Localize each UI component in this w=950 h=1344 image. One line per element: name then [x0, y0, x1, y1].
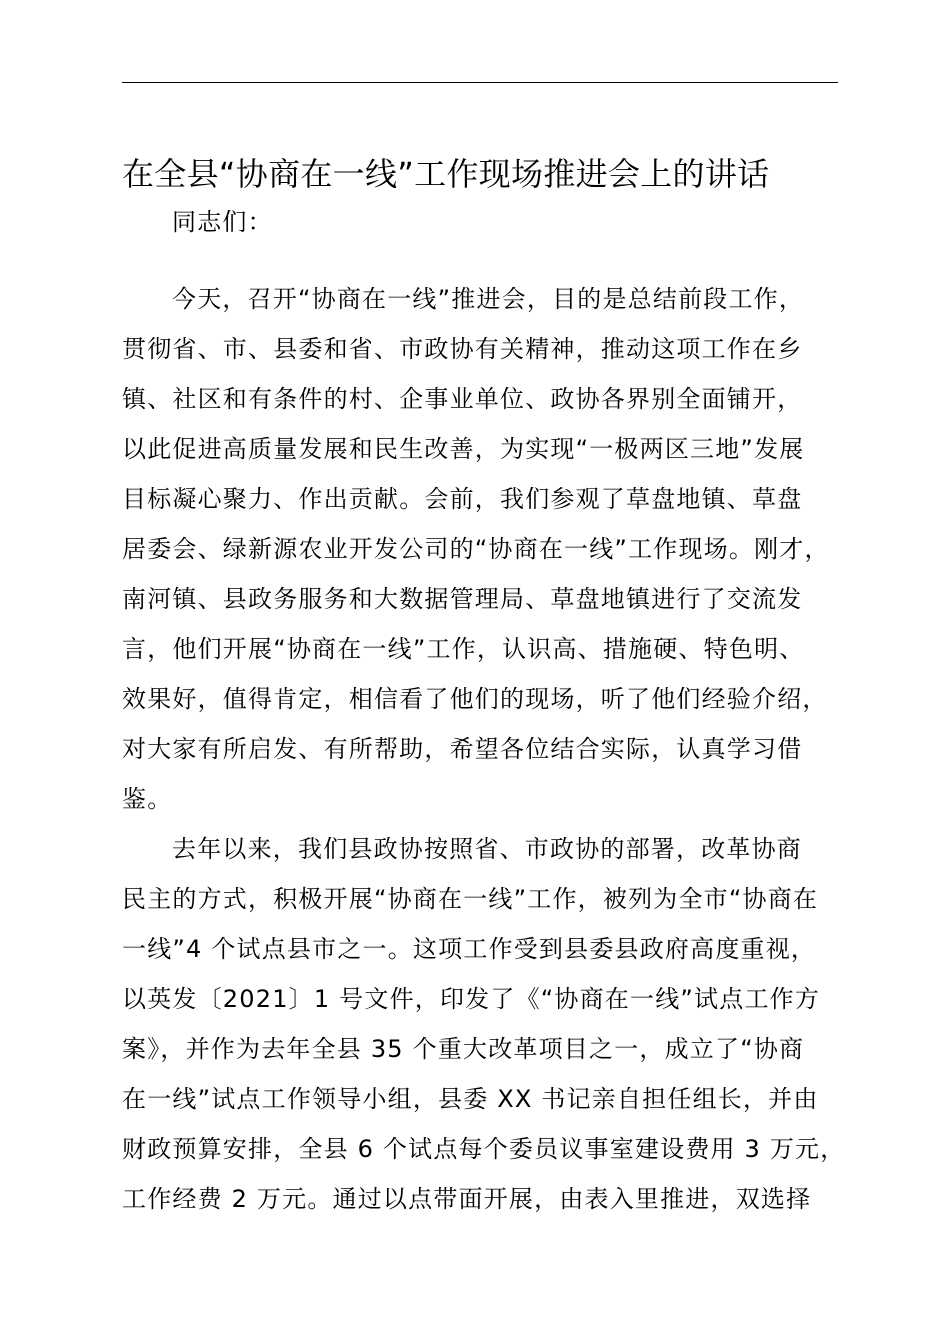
paragraph-line: 镇、社区和有条件的村、企事业单位、政协各界别全面铺开，	[122, 385, 803, 413]
paragraph-line: 以英发〔2021〕1 号文件，印发了《“协商在一线”试点工作方	[122, 985, 821, 1013]
header-rule	[122, 82, 838, 83]
paragraph-line: 民主的方式，积极开展“协商在一线”工作，被列为全市“协商在	[122, 885, 819, 913]
salutation: 同志们：	[172, 208, 273, 236]
paragraph-line: 以此促进高质量发展和民生改善，为实现“一极两区三地”发展	[122, 435, 805, 463]
paragraph-line: 对大家有所启发、有所帮助，希望各位结合实际，认真学习借	[122, 735, 803, 763]
paragraph-line: 南河镇、县政务服务和大数据管理局、草盘地镇进行了交流发	[122, 585, 803, 613]
paragraph-line: 在一线”试点工作领导小组，县委 XX 书记亲自担任组长，并由	[122, 1085, 819, 1113]
paragraph-line: 居委会、绿新源农业开发公司的“协商在一线”工作现场。刚才，	[122, 535, 830, 563]
paragraph-line: 去年以来，我们县政协按照省、市政协的部署，改革协商	[172, 835, 802, 863]
paragraph-line: 今天，召开“协商在一线”推进会，目的是总结前段工作，	[172, 285, 805, 313]
paragraph-line: 贯彻省、市、县委和省、市政协有关精神，推动这项工作在乡	[122, 335, 803, 363]
document-title: 在全县“协商在一线”工作现场推进会上的讲话	[122, 155, 770, 193]
paragraph-line: 言，他们开展“协商在一线”工作，认识高、措施硬、特色明、	[122, 635, 805, 663]
paragraph-line: 目标凝心聚力、作出贡献。会前，我们参观了草盘地镇、草盘	[122, 485, 803, 513]
paragraph-line: 鉴。	[122, 785, 173, 813]
paragraph-line: 一线”4 个试点县市之一。这项工作受到县委县政府高度重视，	[122, 935, 817, 963]
paragraph-line: 财政预算安排，全县 6 个试点每个委员议事室建设费用 3 万元，	[122, 1135, 846, 1163]
paragraph-line: 案》，并作为去年全县 35 个重大改革项目之一，成立了“协商	[122, 1035, 805, 1063]
paragraph-line: 工作经费 2 万元。通过以点带面开展，由表入里推进，双选择	[122, 1185, 812, 1213]
paragraph-line: 效果好，值得肯定，相信看了他们的现场，听了他们经验介绍，	[122, 685, 828, 713]
